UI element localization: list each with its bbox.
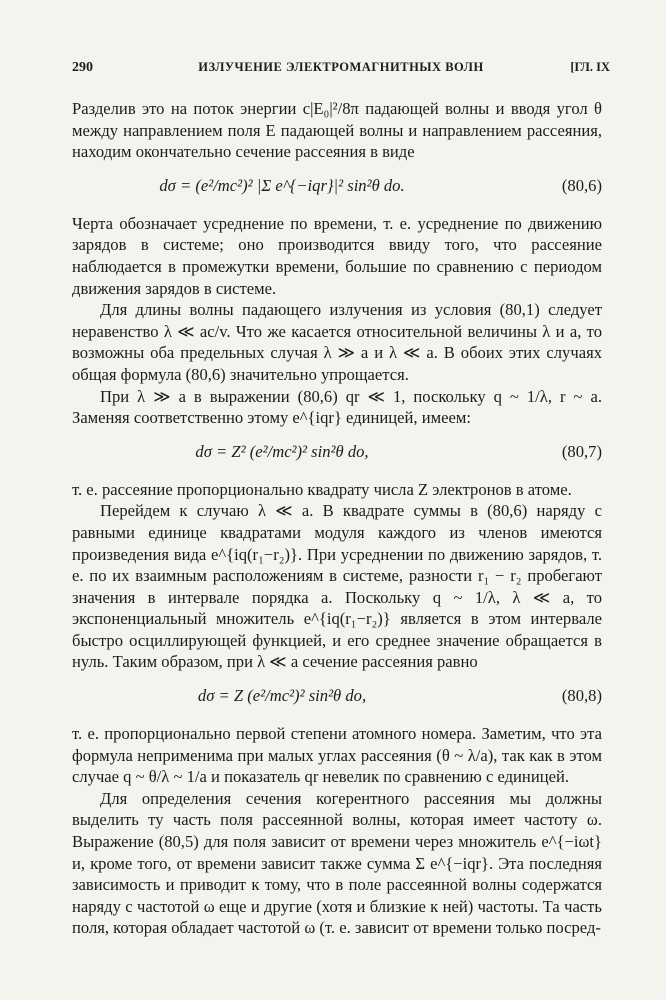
paragraph-4: При λ ≫ a в выражении (80,6) qr ≪ 1, поскольку q ~ 1/λ, r ~ a. Заменяя соответственно этому e^{iqr} единицей, имеем: [72, 386, 602, 428]
running-title: ИЗЛУЧЕНИЕ ЭЛЕКТРОМАГНИТНЫХ ВОЛН [198, 60, 484, 74]
paragraph-6: Перейдем к случаю λ ≪ a. В квадрате суммы в (80,6) наряду с равными единице квадратами модуля каждого из членов имеются произведения вида e^{iq(r₁−r₂)}. При усреднении по движению зарядов, т. е. по их взаимным расположениям в системе, разности r₁ − r₂ пробегают значения в интервале порядка a. Поскольку q ~ 1/λ, λ ≪ a, то экспоненциальный множитель e^{iq(r₁−r₂)} является в этом интервале быстро осциллирующей функцией, и его среднее значение обращается в нуль. Таким образом, при λ ≪ a сечение рассеяния равно [72, 501, 602, 672]
equation-formula: dσ = Z (e²/mc²)² sin²θ do, [197, 686, 367, 706]
paragraph-7: т. е. пропорционально первой степени атомного номера. Заметим, что эта формула неприменима при малых углах рассеяния (θ ~ λ/a), так как в этом случае q ~ θ/λ ~ 1/a и показатель qr невелик по сравнению с единицей. [72, 724, 602, 787]
paragraph-8: Для определения сечения когерентного рассеяния мы должны выделить ту часть поля рассеянной волны, которая имеет частоту ω. Выражение (80,5) для поля зависит от времени через множитель e^{−iωt} и, кроме того, от времени зависит также сумма Σ e^{−iqr}. Эта последняя зависимость и приводит к тому, что в поле рассеянной волны содержатся наряду с частотой ω еще и другие (хотя и близкие к ней) частоты. Та часть поля, которая обладает частотой ω (т. е. зависит от времени только посред- [72, 788, 602, 938]
chapter-label: [ГЛ. IX [570, 60, 610, 74]
paragraph-5: т. е. рассеяние пропорционально квадрату числа Z электронов в атоме. [72, 479, 572, 499]
equation-number: (80,6) [561, 175, 602, 195]
paragraph-2: Черта обозначает усреднение по времени, т. е. усреднение по движению зарядов в системе; оно производится ввиду того, что рассеяние наблюдается в промежутки времени, большие по сравнению с периодом движения зарядов в системе. [72, 213, 602, 298]
equation-80-7 [72, 431, 602, 477]
text-body [72, 98, 602, 939]
equation-number: (80,8) [561, 686, 602, 706]
equation-formula: dσ = Z² (e²/mc²)² sin²θ do, [195, 441, 369, 461]
equation-80-8 [72, 675, 602, 721]
page-number: 290 [72, 60, 93, 75]
equation-formula: dσ = (e²/mc²)² |Σ e^{−iqr}|² sin²θ do. [159, 175, 405, 195]
equation-number: (80,7) [561, 441, 602, 461]
equation-80-6 [72, 165, 602, 211]
running-header [72, 60, 610, 82]
paragraph-1: Разделив это на поток энергии c|E₀|²/8π падающей волны и вводя угол θ между направлением поля E падающей волны и направлением рассеяния, находим окончательно сечение рассеяния в виде [72, 99, 602, 162]
paragraph-3: Для длины волны падающего излучения из условия (80,1) следует неравенство λ ≪ ac/v. Что же касается относительной величины λ и a, то возможны оба предельных случая λ ≫ a и λ ≪ a. В обоих этих случаях общая формула (80,6) значительно упрощается. [72, 300, 602, 384]
